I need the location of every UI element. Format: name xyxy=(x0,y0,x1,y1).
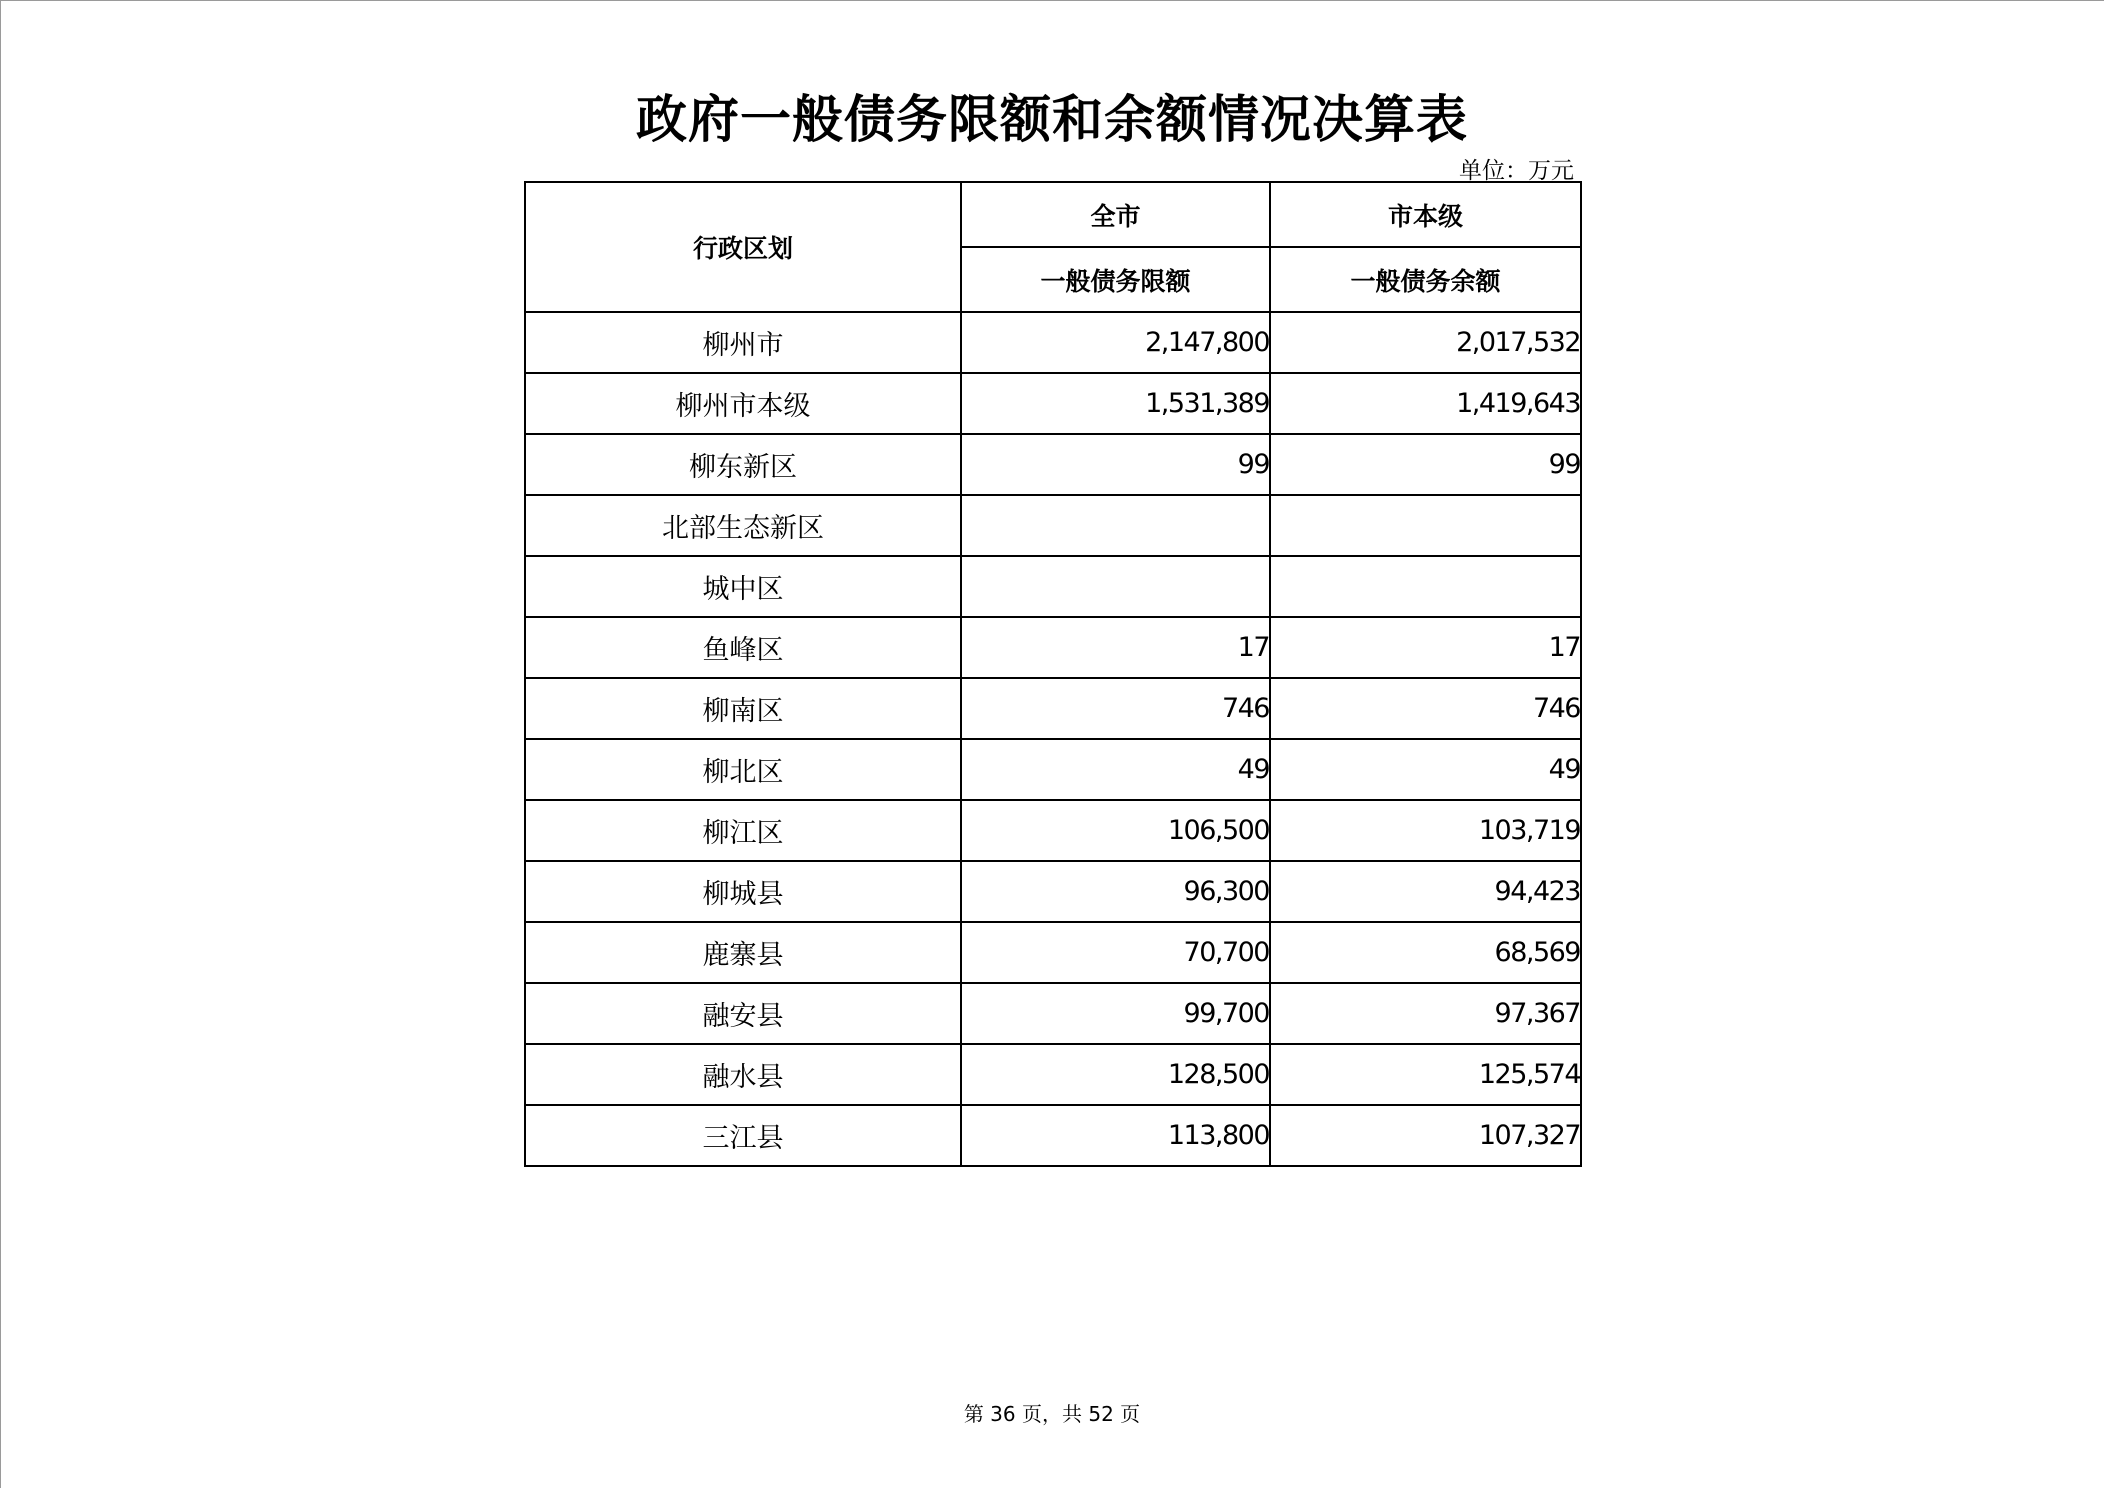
header-debt-limit: 一般债务限额 xyxy=(961,247,1270,312)
header-group-city: 全市 xyxy=(961,182,1270,247)
debt-balance-value: 746 xyxy=(1270,678,1581,739)
debt-balance-value: 2,017,532 xyxy=(1270,312,1581,373)
debt-limit-value: 113,800 xyxy=(961,1105,1270,1166)
debt-balance-value: 97,367 xyxy=(1270,983,1581,1044)
table-row xyxy=(525,922,1581,983)
header-row-1 xyxy=(525,182,1581,247)
debt-limit-value: 49 xyxy=(961,739,1270,800)
region-name: 融水县 xyxy=(525,1044,961,1105)
debt-balance-value: 68,569 xyxy=(1270,922,1581,983)
debt-limit-value xyxy=(961,495,1270,556)
region-name: 北部生态新区 xyxy=(525,495,961,556)
debt-balance-value: 94,423 xyxy=(1270,861,1581,922)
debt-limit-value: 2,147,800 xyxy=(961,312,1270,373)
region-name: 鱼峰区 xyxy=(525,617,961,678)
table-row xyxy=(525,1105,1581,1166)
debt-limit-value: 746 xyxy=(961,678,1270,739)
debt-limit-value: 99 xyxy=(961,434,1270,495)
table-row xyxy=(525,739,1581,800)
region-name: 鹿寨县 xyxy=(525,922,961,983)
debt-balance-value: 1,419,643 xyxy=(1270,373,1581,434)
debt-balance-value: 99 xyxy=(1270,434,1581,495)
region-name: 三江县 xyxy=(525,1105,961,1166)
table-row xyxy=(525,434,1581,495)
table-row xyxy=(525,373,1581,434)
header-debt-balance: 一般债务余额 xyxy=(1270,247,1581,312)
debt-balance-value: 103,719 xyxy=(1270,800,1581,861)
region-name: 柳北区 xyxy=(525,739,961,800)
region-name: 城中区 xyxy=(525,556,961,617)
document-title: 政府一般债务限额和余额情况决算表 xyxy=(635,91,1468,150)
debt-balance-value xyxy=(1270,556,1581,617)
table-row xyxy=(525,800,1581,861)
region-name: 柳南区 xyxy=(525,678,961,739)
debt-limit-value: 70,700 xyxy=(961,922,1270,983)
unit-label: 单位：万元 xyxy=(1459,158,1574,184)
table-row xyxy=(525,495,1581,556)
table-row xyxy=(525,312,1581,373)
debt-table xyxy=(524,181,1582,1167)
debt-limit-value: 96,300 xyxy=(961,861,1270,922)
region-name: 柳州市本级 xyxy=(525,373,961,434)
debt-balance-value xyxy=(1270,495,1581,556)
debt-balance-value: 49 xyxy=(1270,739,1581,800)
table-row xyxy=(525,861,1581,922)
debt-limit-value: 128,500 xyxy=(961,1044,1270,1105)
page-number: 第 36 页，共 52 页 xyxy=(963,1402,1141,1426)
region-name: 柳城县 xyxy=(525,861,961,922)
debt-limit-value xyxy=(961,556,1270,617)
debt-balance-value: 107,327 xyxy=(1270,1105,1581,1166)
debt-balance-value: 17 xyxy=(1270,617,1581,678)
header-region: 行政区划 xyxy=(525,182,961,312)
debt-limit-value: 99,700 xyxy=(961,983,1270,1044)
debt-limit-value: 1,531,389 xyxy=(961,373,1270,434)
region-name: 柳东新区 xyxy=(525,434,961,495)
table-row xyxy=(525,617,1581,678)
debt-limit-value: 17 xyxy=(961,617,1270,678)
debt-balance-value: 125,574 xyxy=(1270,1044,1581,1105)
region-name: 融安县 xyxy=(525,983,961,1044)
table-row xyxy=(525,556,1581,617)
table-row xyxy=(525,1044,1581,1105)
region-name: 柳州市 xyxy=(525,312,961,373)
table-row xyxy=(525,678,1581,739)
table-row xyxy=(525,983,1581,1044)
region-name: 柳江区 xyxy=(525,800,961,861)
debt-limit-value: 106,500 xyxy=(961,800,1270,861)
header-group-city-level: 市本级 xyxy=(1270,182,1581,247)
